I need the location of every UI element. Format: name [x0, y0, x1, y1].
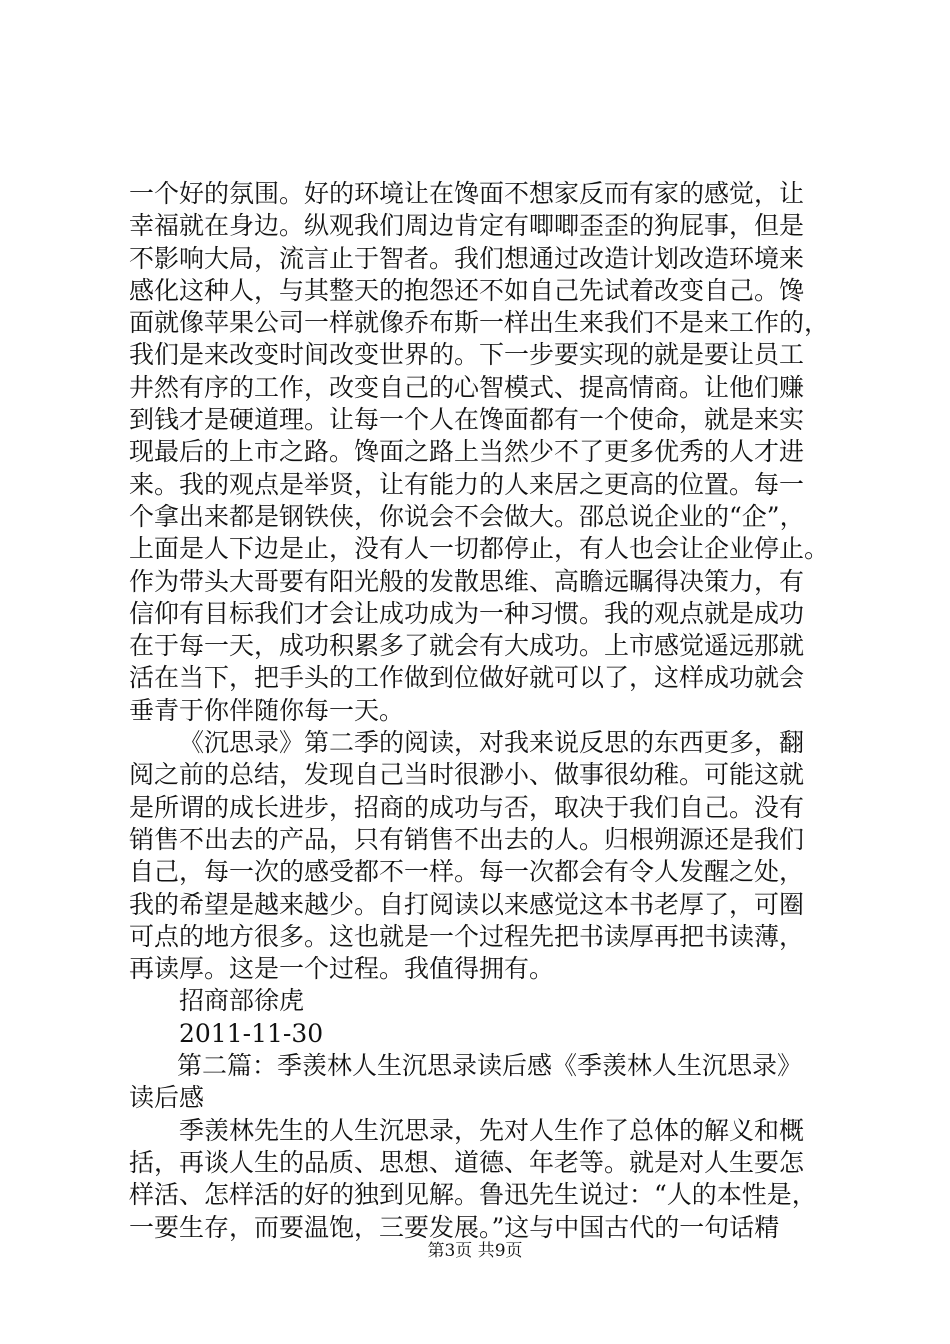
body-line: 感化这种人，与其整天的抱怨还不如自己先试着改变自己。馋 — [129, 275, 805, 305]
body-line: 阅之前的总结，发现自己当时很渺小、做事很幼稚。可能这就 — [129, 760, 805, 790]
body-line: 销售不出去的产品，只有销售不出去的人。归根朔源还是我们 — [129, 824, 805, 854]
body-line: 不影响大局，流言止于智者。我们想通过改造计划改造环境来 — [129, 243, 805, 273]
body-line: 现最后的上市之路。馋面之路上当然少不了更多优秀的人才进 — [129, 437, 805, 467]
body-line: 我们是来改变时间改变世界的。下一步要实现的就是要让员工 — [129, 340, 805, 370]
body-line: 一个好的氛围。好的环境让在馋面不想家反而有家的感觉，让 — [129, 179, 805, 208]
body-line: 可点的地方很多。这也就是一个过程先把书读厚再把书读薄， — [129, 921, 805, 951]
section-heading: 第二篇：季羡林人生沉思录读后感《季羡林人生沉思录》 — [177, 1051, 803, 1081]
section-heading-continuation: 读后感 — [129, 1083, 205, 1113]
body-line: 一要生存，而要温饱，三要发展。”这与中国古代的一句话精 — [129, 1212, 780, 1242]
body-line: 来。我的观点是举贤，让有能力的人来居之更高的位置。每一 — [129, 469, 805, 499]
body-line: 我的希望是越来越少。自打阅读以来感觉这本书老厚了，可圈 — [129, 889, 805, 919]
body-line: 垂青于你伴随你每一天。 — [129, 695, 405, 725]
body-line: 活在当下，把手头的工作做到位做好就可以了，这样成功就会 — [129, 663, 805, 693]
body-line: 信仰有目标我们才会让成功成为一种习惯。我的观点就是成功 — [129, 598, 805, 628]
body-line: 在于每一天，成功积累多了就会有大成功。上市感觉遥远那就 — [129, 631, 805, 661]
body-line: 再读厚。这是一个过程。我值得拥有。 — [129, 954, 555, 984]
signature-name: 招商部徐虎 — [179, 986, 305, 1016]
body-line: 个拿出来都是钢铁侠，你说会不会做大。邵总说企业的“企”， — [129, 501, 805, 531]
body-line: 自己，每一次的感受都不一样。每一次都会有令人发醒之处， — [129, 857, 805, 887]
body-line: 井然有序的工作，改变自己的心智模式、提高情商。让他们赚 — [129, 372, 805, 402]
body-line: 面就像苹果公司一样就像乔布斯一样出生来我们不是来工作的， — [129, 308, 830, 338]
body-line: 作为带头大哥要有阳光般的发散思维、高瞻远瞩得决策力，有 — [129, 566, 805, 596]
body-line: 幸福就在身边。纵观我们周边肯定有唧唧歪歪的狗屁事，但是 — [129, 211, 805, 241]
body-line: 到钱才是硬道理。让每一个人在馋面都有一个使命，就是来实 — [129, 405, 805, 435]
body-line: 样活、怎样活的好的独到见解。鲁迅先生说过：“人的本性是， — [129, 1180, 817, 1210]
paragraph-start-line: 《沉思录》第二季的阅读，对我来说反思的东西更多，翻 — [179, 728, 805, 758]
signature-date: 2011-11-30 — [179, 1018, 324, 1048]
body-line: 括，再谈人生的品质、思想、道德、年老等。就是对人生要怎 — [129, 1147, 805, 1177]
page-footer: 第3页 共9页 — [427, 1241, 523, 1261]
body-line: 上面是人下边是止，没有人一切都停止，有人也会让企业停止。 — [129, 534, 830, 564]
body-line: 是所谓的成长进步，招商的成功与否，取决于我们自己。没有 — [129, 792, 805, 822]
paragraph-start-line: 季羡林先生的人生沉思录，先对人生作了总体的解义和概 — [179, 1115, 805, 1145]
document-body — [129, 178, 849, 1244]
